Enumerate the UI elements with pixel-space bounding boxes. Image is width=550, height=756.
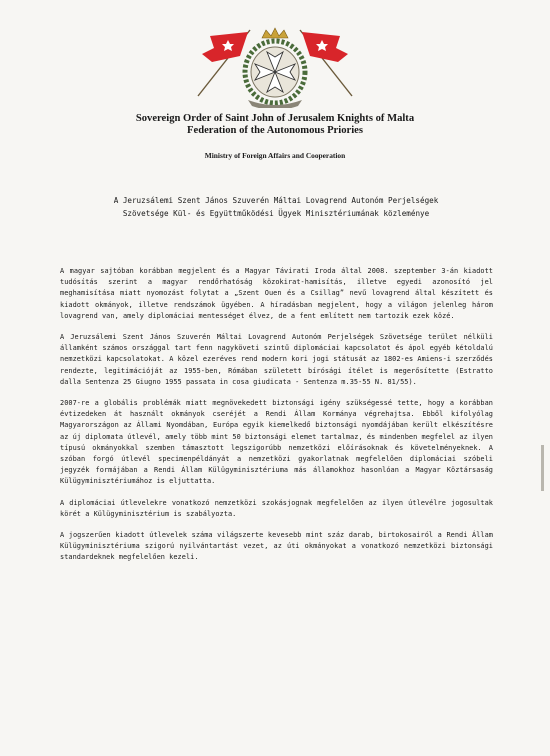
paragraph: A jogszerűen kiadott útlevelek száma világszerte kevesebb mint száz darab, birtokosairól a Rendi Állam Külügyminisztériuma szigorú nyilvántartást vezet, az úti okmányokat a vonatkozó nemzetközi biztonsági standardeknek megfelelően kezeli. [60,531,493,562]
ministry-name: Ministry of Foreign Affairs and Cooperation [204,151,346,160]
paragraph: 2007-re a globális problémák miatt megnövekedett biztonsági igény szükségessé tette, hogy a korábban évtizedeken át használt okmányok cseréjét a Rendi Állam Kormánya végrehajtsa. Ebből kifolyólag Magyarországon az Állami Nyomdában, Európa egyik kiemelkedő biztonsági nyomdájában került elkészítésre az új diplomata útlevél, amely több mint 50 biztonsági elemet tartalmaz, és mindenben megfelel az ilyen típusú okmányokkal szemben támasztott legszigorúbb nemzetközi előírásoknak és követelményeknek. A szóban forgó útlevél specimenpéldányát a nemzetközi gyakorlatnak megfelelően diplomáciai szóbeli jegyzék formájában a Rendi Állam Külügyminisztériuma más államokhoz hasonlóan a Magyar Köztársaság Külügyminisztériumához is eljuttatta. [60,399,493,486]
title-line-2: Szövetsége Kül- és Együttműködési Ügyek Minisztériumának közleménye [122,209,430,218]
paragraph: A Jeruzsálemi Szent János Szuverén Máltai Lovagrend Autonóm Perjelségek Szövetsége terület nélküli államként számos országgal tart fenn nagyköveti szintű diplomáciai kapcsolatot és ápol egyéb kétoldalú nemzetközi kapcsolatokat. A közel ezeréves rend modern kori jogi státusát az 1802-es Amiens-i szerződés rendezte, legitimációját az 1955-ben, Rómában született bírósági ítélet is megerősítette (Estratto dalla Sentenza 25 Giugno 1955 passata in cosa giudicata - Sentenza m.35-55 N. 81/55). [60,333,493,386]
title-line-1: A Jeruzsálemi Szent János Szuverén Máltai Lovagrend Autonóm Perjelségek [113,196,439,205]
maltese-cross-coat-of-arms-icon [188,26,362,108]
paragraph: A magyar sajtóban korábban megjelent és a Magyar Távirati Iroda által 2008. szeptember 3-án kiadott tudósítás szerint a magyar rendőrhatóság közokirat-hamisítás, illetve egyedi azonosító jel meghamisítása miatt nyomozást folytat a „Szent Ouen és a Csillag” nevű lovagrend által készített és kiadott okmányok, illetve rendszámok ügyében. A híradásban megjelent, hogy a világon jelenleg három lovagrend van, amely diplomáciai mentességet élvez, de a fent említett nem tartozik ezek közé. [60,267,493,320]
coat-of-arms-emblem [188,26,362,108]
scan-edge-mark [541,445,544,491]
organization-subtitle: Federation of the Autonomous Priories [187,125,363,136]
document-body [60,266,493,574]
organization-name: Sovereign Order of Saint John of Jerusalem Knights of Malta [135,113,415,124]
paragraph: A diplomáciai útlevelekre vonatkozó nemzetközi szokásjognak megfelelően az ilyen útlevélre jogosultak körét a Külügyminisztérium is szabályozta. [60,498,493,518]
document-title [60,194,492,220]
